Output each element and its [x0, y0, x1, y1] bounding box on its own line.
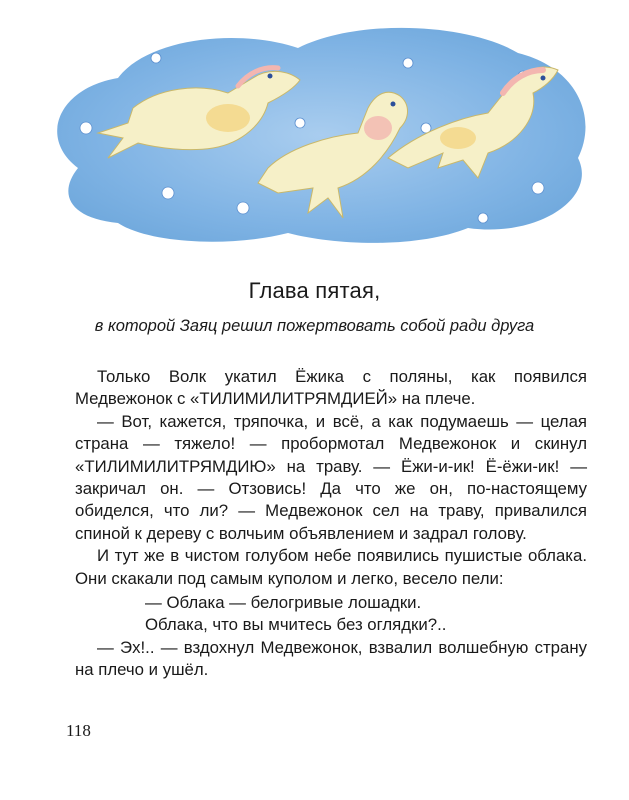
paragraph-3: И тут же в чистом голубом небе появились пушистые облака. Они скакали под самым куполом и легко, весело пели: — [75, 546, 587, 588]
chapter-title: Глава пятая, — [248, 278, 381, 303]
verse — [75, 592, 587, 637]
verse-line-2: Облака, что вы мчитесь без оглядки?.. — [145, 615, 447, 635]
paragraph-1: Только Волк укатил Ёжика с поляны, как появился Медвежонок с «ТИЛИМИЛИТРЯМДИЕЙ» на плече. — [75, 367, 587, 409]
chapter-body — [75, 366, 587, 682]
paragraph-2: — Вот, кажется, тряпочка, и всё, а как подумаешь — целая страна — тяжело! — пробормотал Медвежонок и скинул «ТИЛИМИЛИТРЯМДИЮ» на траву. — Ёжи-и-ик! Ё-ёжи-ик! — закричал он. — Отзовись! Да что же он, по-настоящему обиделся, что ли? — Медвежонок сел на траву, привалился спиной к дереву с волчьим объявлением и задрал голову. — [75, 411, 587, 543]
cloud-horses-illustration — [38, 18, 593, 248]
verse-line-1: — Облака — белогривые лошадки. — [145, 593, 422, 613]
chapter-subtitle: в которой Заяц решил пожертвовать собой ради друга — [94, 317, 535, 335]
page-number: 118 — [66, 721, 91, 740]
closing-paragraph: — Эх!.. — вздохнул Медвежонок, взвалил волшебную страну на плечо и ушёл. — [75, 637, 587, 680]
